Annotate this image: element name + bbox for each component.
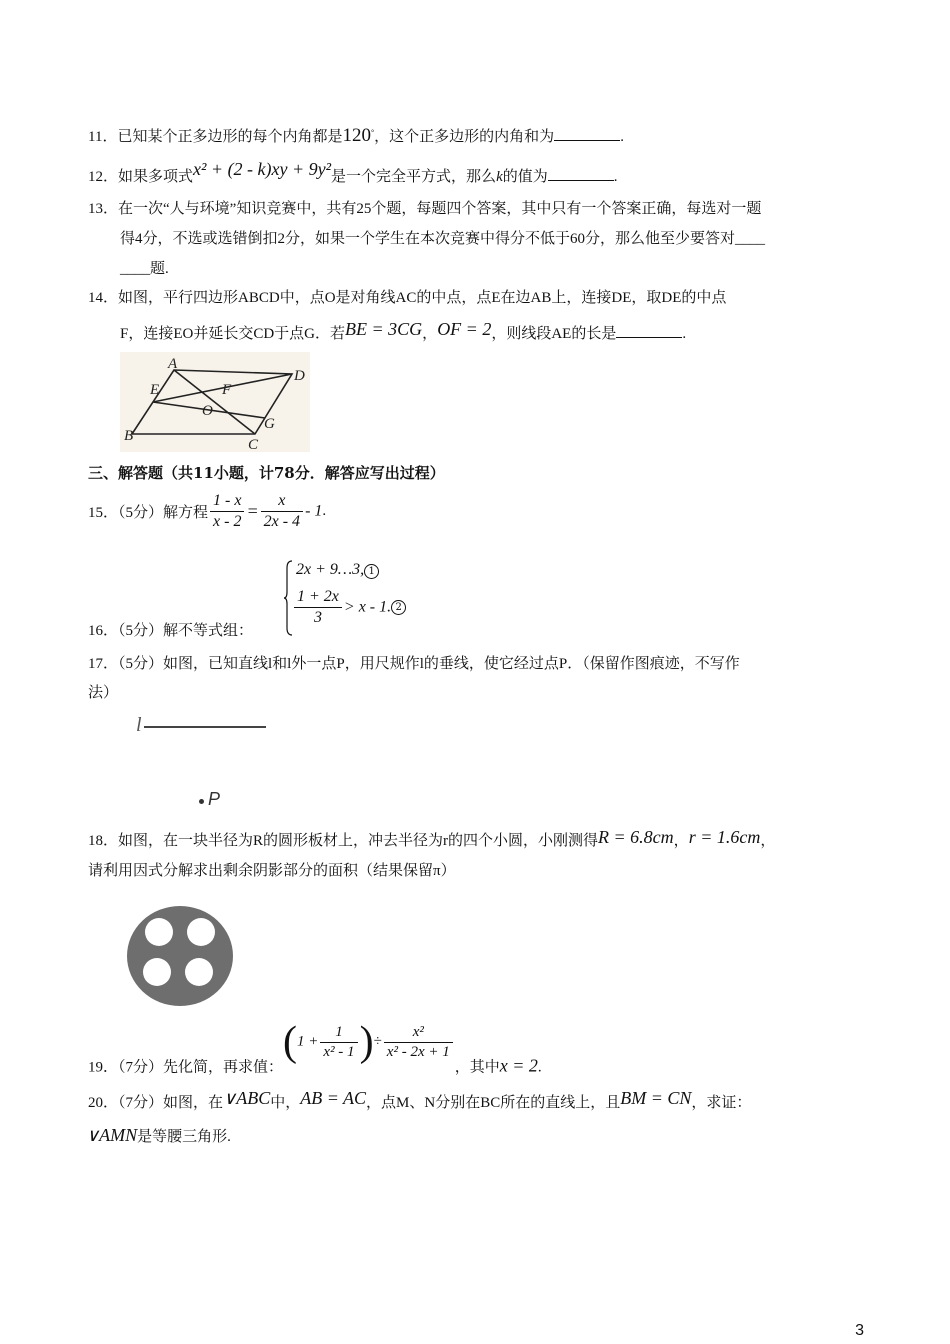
q14-cond-be: BE = 3CG <box>345 319 423 339</box>
q20-mid2: ，点M、N分别在BC所在的直线上，且 <box>366 1095 621 1111</box>
q16-text: （5分）解不等式组： <box>118 623 254 639</box>
q11-answer-blank <box>554 126 620 141</box>
q19-fraction-2 <box>384 1024 453 1061</box>
q17-figure <box>128 712 288 812</box>
q18-pre: 如图，在一块半径为R的圆形板材上，冲去半径为r的四个小圆，小刚测得 <box>118 833 599 849</box>
label-E: E <box>150 382 160 398</box>
parallelogram-figure <box>120 352 310 452</box>
q18-number: 18． <box>88 833 119 849</box>
q20-post: 是等腰三角形. <box>137 1129 231 1145</box>
q13-line1: 在一次“人与环境”知识竞赛中，共有25个题，每题四个答案，其中只有一个答案正确，每选对一题 <box>118 201 762 217</box>
q19-f1-num: 1 <box>320 1024 357 1043</box>
point-p-label: P <box>208 789 221 809</box>
label-A: A <box>168 356 178 372</box>
q14-line2b: ，则线段AE的长是 <box>491 326 617 342</box>
q13-line3: ____题. <box>120 261 169 277</box>
q17-number: 17． <box>88 656 119 672</box>
q11-end: . <box>620 129 624 145</box>
q12-text-post2: 的值为 <box>502 169 548 185</box>
q14-cond-of: OF = 2 <box>437 319 492 339</box>
q14-line2a: F，连接EO并延长交CD于点G．若 <box>120 326 346 342</box>
q18-r-value: r = 1.6cm <box>688 827 761 847</box>
q12-end: . <box>613 169 618 185</box>
q11-text-post: ，这个正多边形的内角和为 <box>374 129 555 145</box>
page-number: 3 <box>855 1322 864 1339</box>
q16-ineq1: 2x + 9…3, <box>296 561 365 578</box>
circular-plate-figure <box>124 904 236 1008</box>
question-17 <box>88 653 740 675</box>
q17-line2: 法） <box>88 685 119 701</box>
question-13 <box>88 198 761 220</box>
q16-label <box>88 620 253 642</box>
label-F: F <box>222 382 232 398</box>
q12-answer-blank <box>548 166 614 181</box>
q13-number: 13． <box>88 201 119 217</box>
question-15 <box>88 492 326 531</box>
label-G: G <box>264 416 275 432</box>
q20-number: 20． <box>88 1095 119 1111</box>
q15-left-num: 1 - x <box>210 492 244 512</box>
q20-cond-ab-ac: AB = AC <box>300 1088 367 1108</box>
q16-inequality-1 <box>296 560 379 579</box>
q16-fraction <box>294 588 342 627</box>
question-11 <box>88 122 624 148</box>
q15-number: 15． <box>88 505 119 521</box>
q15-right-num: x <box>261 492 303 512</box>
q15-end: . <box>322 503 327 519</box>
q19-text: （7分）先化简，再求值： <box>118 1059 284 1076</box>
q16-circled-2: 2 <box>391 600 406 615</box>
q11-number: 11． <box>88 129 118 145</box>
q14-sep: ， <box>422 326 438 342</box>
q14-answer-blank <box>616 323 682 338</box>
q13-line2: 得4分，不选或选错倒扣2分，如果一个学生在本次竞赛中得分不低于60分，那么他至少要答对____ <box>120 231 766 247</box>
q20-mid1: 中， <box>270 1095 301 1111</box>
q18-R-value: R = 6.8cm <box>598 827 674 847</box>
q20-line2 <box>86 1124 231 1148</box>
q12-polynomial: x² + (2 - k)xy + 9y² <box>193 159 332 179</box>
q18-line2: 请利用因式分解求出剩余阴影部分的面积（结果保留π） <box>88 863 456 879</box>
q20-cond-bm-cn: BM = CN <box>620 1088 692 1108</box>
q11-angle-value: 120 <box>342 125 371 146</box>
q19-f1-den: x² - 1 <box>323 1043 355 1060</box>
question-19 <box>88 1018 542 1076</box>
q14-line2 <box>120 321 686 345</box>
q19-one: 1 + <box>297 1033 319 1050</box>
q19-number: 19． <box>88 1059 119 1076</box>
question-12 <box>88 159 618 188</box>
q19-rparen: ) <box>359 1019 374 1065</box>
q15-left-den: x - 2 <box>213 513 242 530</box>
q12-text-post: 是一个完全平方式，那么 <box>331 169 497 185</box>
q14-line1: 如图，平行四边形ABCD中，点O是对角线AC的中点，点E在边AB上，连接DE，取DE的中点 <box>118 290 727 306</box>
label-D: D <box>294 368 305 384</box>
question-20 <box>88 1090 751 1114</box>
q19-end: . <box>537 1059 542 1076</box>
label-C: C <box>248 437 259 452</box>
q20-pre: （7分）如图，在 <box>118 1095 224 1111</box>
q15-tail: - 1 <box>305 502 323 520</box>
q18-end: ， <box>760 833 776 849</box>
q15-right-den: 2x - 4 <box>263 513 301 530</box>
line-l-label: l <box>136 714 142 736</box>
q19-fraction-1 <box>320 1024 357 1061</box>
label-B: B <box>124 428 134 444</box>
q11-text-pre: 已知某个正多边形的每个内角都是 <box>117 129 343 145</box>
label-O: O <box>202 403 213 419</box>
q15-right-fraction <box>261 492 303 531</box>
q15-text: （5分）解方程 <box>118 505 209 521</box>
question-18 <box>88 828 775 852</box>
question-14 <box>88 287 726 309</box>
q16-circled-1: 1 <box>364 564 379 579</box>
q15-left-fraction <box>210 492 244 531</box>
q19-f2-den: x² - 2x + 1 <box>386 1043 450 1060</box>
q16-ineq2-tail: > x - 1. <box>343 598 392 616</box>
q14-number: 14． <box>88 290 119 306</box>
q19-cond: x = 2 <box>499 1055 538 1076</box>
q19-mid: ，其中 <box>454 1059 500 1076</box>
q14-end: . <box>682 326 687 342</box>
q18-sep: ， <box>673 833 689 849</box>
q12-text-pre: 如果多项式 <box>118 169 194 185</box>
point-p-dot <box>199 799 204 804</box>
q20-mid3: ，求证： <box>691 1095 752 1111</box>
q17-line1: （5分）如图，已知直线l和l外一点P，用尺规作l的垂线，使它经过点P．（保留作图痕迹，不写作 <box>118 656 740 672</box>
q20-triangle-abc: ∨ABC <box>223 1088 271 1108</box>
line-l <box>144 726 266 728</box>
q12-var-k: k <box>496 169 503 185</box>
q19-f2-num: x² <box>384 1024 453 1043</box>
q19-lparen: ( <box>283 1019 298 1065</box>
q12-number: 12． <box>88 169 119 185</box>
q19-div: ÷ <box>373 1033 382 1050</box>
section-3-heading: 三、解答题（共11小题，计78分．解答应写出过程） <box>88 464 445 482</box>
q16-ineq2-num: 1 + 2x <box>294 588 342 608</box>
q11-degree: ° <box>370 128 375 137</box>
q16-ineq2-den: 3 <box>313 609 322 626</box>
q16-inequality-2 <box>292 588 406 627</box>
q20-triangle-amn: ∨AMN <box>86 1125 138 1145</box>
q16-number: 16． <box>88 623 119 639</box>
q15-eq: = <box>246 501 259 521</box>
